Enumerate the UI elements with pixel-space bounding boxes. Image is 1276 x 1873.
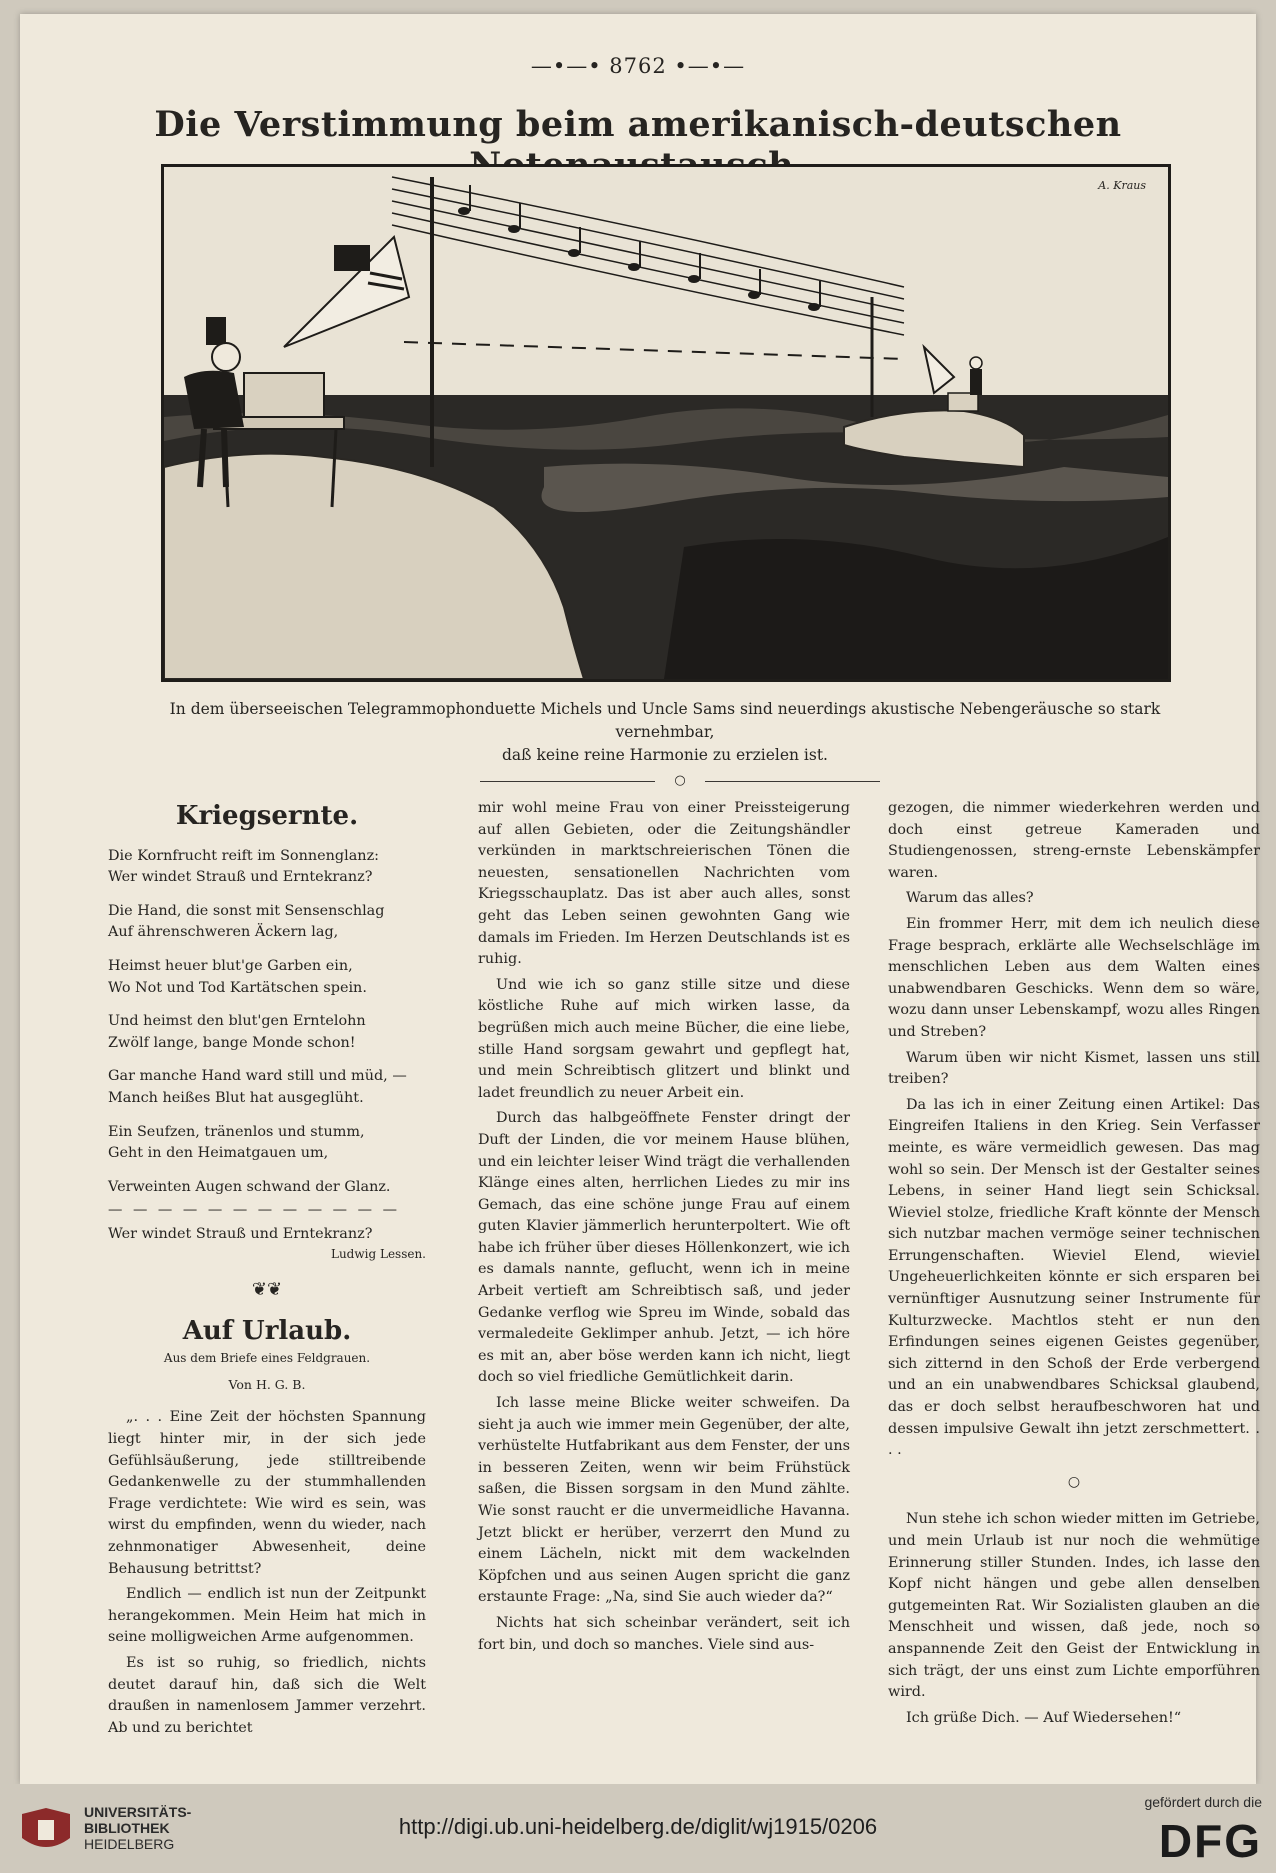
- cartoon-drawing: [164, 167, 1168, 679]
- article-paragraph: Ich grüße Dich. — Auf Wiedersehen!“: [906, 1709, 1182, 1726]
- article-paragraph: Ein frommer Herr, mit dem ich neulich diese Frage besprach, erklärte alle Wechselschläge im menschlichen Leben aus dem Walten eines unabwendbaren Geschicks. Wenn dem so wäre, wozu dann unser Lebenskampf, wozu alles Ringen und Streben?: [888, 915, 1260, 1040]
- article-paragraph: Ich lasse meine Blicke weiter schweifen. Da sieht ja auch wie immer mein Gegenüber, der alte, verhüstelte Hutfabrikant aus dem Fenster, der uns in besseren Zeiten, wenn wir beim Frühstück saßen, die Bissen sorgsam in den Mund zählte. Wie sonst raucht er die unvermeidliche Havanna. Jetzt blickt er herüber, verzerrt den Mund zu einem Lächeln, nickt mit dem wackelnden Köpfchen und aus seinen Augen spricht die ganz erstaunte Frage: „Na, sind Sie auch wieder da?“: [478, 1395, 850, 1606]
- article-byline: Von H. G. B.: [228, 1376, 306, 1392]
- poem-line: Ein Seufzen, tränenlos und stumm,: [108, 1123, 365, 1140]
- poem-stanza: [108, 1011, 426, 1054]
- poem-line: Auf ährenschweren Äckern lag,: [108, 924, 339, 941]
- caption-line-1: In dem überseeischen Telegrammophonduette Michels und Uncle Sams sind neuerdings akustische Nebengeräusche so stark vernehmbar,: [169, 700, 1161, 741]
- column-2: [478, 798, 850, 1660]
- poem-line: Die Hand, die sonst mit Sensenschlag: [108, 902, 385, 919]
- article-subtitle: Aus dem Briefe eines Feldgrauen.: [163, 1351, 371, 1366]
- article-paragraph: Und wie ich so ganz stille sitze und diese köstliche Ruhe auf mich wirken lasse, da begrüßen mich auch meine Bücher, die eine liebe, stille Hand sorgsam gewahrt und gepflegt hat, und mein Schreibtisch glitzert und blinkt und ladet freundlich zu neuer Arbeit ein.: [478, 976, 850, 1101]
- article-paragraph: Es ist so ruhig, so friedlich, nichts deutet darauf hin, daß sich die Welt draußen in namenlosem Jammer verzehrt. Ab und zu berichtet: [108, 1655, 426, 1736]
- cartoon-illustration: [161, 164, 1171, 682]
- article-paragraph: „. . . Eine Zeit der höchsten Spannung liegt hinter mir, in der sich jede Gefühlsäußerung, jede stilltreibende Gedankenwelle zu der stummhallenden Frage verdichtete: Wie wird es sein, was wirst du empfinden, wenn du wieder, nach zehnmonatiger Abwesenheit, deine Behausung betrittst?: [108, 1409, 426, 1577]
- poem-dashes: — — — — — — — — — — — —: [108, 1202, 401, 1219]
- article-paragraph: Da las ich in einer Zeitung einen Artikel: Das Eingreifen Italiens in den Krieg. Sein Verfasser meinte, es wäre vermeidlich gewesen. Das mag wohl so sein. Der Mensch ist der Gestalter seines Lebens, in seiner Hand liegt sein Schicksal. Wieviel stolze, friedliche Kraft könnte der Mensch sich nutzbar machen vermöge seiner technischen Errungenschaften. Wieviel Elend, wieviel Ungeheuerlichkeiten könnte er sich ersparen bei vernünftiger Ausnutzung seiner Instrumente für Kulturzwecke. Machtlos steht er nun den Erfindungen seines eigenen Geistes gegenüber, sich zitternd in den Schoß der Erde verbergend und an ein unabwendbares Schicksal glaubend, das er doch selbst heraufbeschworen hat und dessen impulsive Gewalt ihn jetzt zerschmettert. . . .: [888, 1096, 1260, 1459]
- article-title: Auf Urlaub.: [182, 1315, 352, 1346]
- article-paragraph: Durch das halbgeöffnete Fenster dringt der Duft der Linden, die vor meinem Hause blühen, und ein leichter leiser Wind trägt die verhallenden Klänge eines alten, herrlichen Liedes zu mir ins Gemach, das eine schöne junge Frau auf einem guten Klavier jämmerlich herunterpoltert. Wie oft habe ich früher über dieses Höllenkonzert, wie ich es damals nannte, geflucht, wenn ich in meine Arbeit vertieft am Schreibtisch saß, und jeder Gedanke verflog wie Spreu im Winde, sobald das vermaledeite Geklimper anhub. Jetzt, — ich höre es mit an, aber böse werden kann ich nicht, liegt doch so viel friedliche Gemütlichkeit darin.: [478, 1110, 850, 1386]
- poem-stanza: [108, 1177, 426, 1199]
- divider-mark: ○: [674, 773, 686, 788]
- caption-line-2: daß keine reine Harmonie zu erzielen ist.: [502, 746, 828, 764]
- newspaper-page: [20, 14, 1260, 1784]
- poem-line: Die Kornfrucht reift im Sonnenglanz:: [108, 847, 380, 864]
- ornament-icon: ❦❦: [251, 1279, 283, 1301]
- cartoon-signature: A. Kraus: [1098, 179, 1146, 192]
- article-paragraph: Endlich — endlich ist nun der Zeitpunkt herangekommen. Mein Heim hat mich in seine molligweichen Arme aufgenommen.: [108, 1586, 426, 1646]
- article-paragraph: mir wohl meine Frau von einer Preissteigerung auf allen Gebieten, oder die Zeitungshändler verkünden in marktschreierischen Tönen die neuesten, sensationellen Nachrichten vom Kriegsschauplatz. Das ist aber auch alles, sonst geht das Leben seinen gewohnten Gang wie damals im Frieden. Im Herzen Deutschlands ist es ruhig.: [478, 800, 850, 968]
- viewer-footer: [0, 1784, 1276, 1873]
- column-1: [108, 798, 426, 1743]
- funded-by-text: gefördert durch die: [1144, 1794, 1262, 1810]
- article-paragraph: Nun stehe ich schon wieder mitten im Getriebe, und mein Urlaub ist nur noch die wehmütige Erinnerung stiller Stunden. Indes, ich lasse den Kopf nicht hängen und gebe allen denselben gutgemeinten Rat. Wir Sozialisten glauben an die Menschheit und wissen, daß jede, noch so anspannende Zeit den Geist der Entwicklung in sich trägt, der uns einst zum Lichte emporführen wird.: [888, 1511, 1260, 1701]
- cartoon-caption: [150, 698, 1180, 767]
- poem-line: Geht in den Heimatgauen um,: [108, 1145, 329, 1162]
- poem-line: Zwölf lange, bange Monde schon!: [108, 1034, 356, 1051]
- poem-stanza: [108, 1066, 426, 1109]
- dfg-logo[interactable]: DFG: [1158, 1815, 1262, 1867]
- poem-line: Verweinten Augen schwand der Glanz.: [108, 1178, 391, 1195]
- poem-stanza: [108, 901, 426, 944]
- poem-stanza: [108, 956, 426, 999]
- poem-author: Ludwig Lessen.: [330, 1246, 426, 1261]
- poem-last-line: Wer windet Strauß und Erntekranz?: [108, 1225, 373, 1242]
- article-paragraph: gezogen, die nimmer wiederkehren werden und doch einst getreue Kameraden und Studiengenossen, streng-ernste Lebenskämpfer waren.: [888, 800, 1260, 881]
- headline: Die Verstimmung beim amerikanisch-deutschen: [154, 104, 1122, 145]
- poem-line: Wer windet Strauß und Erntekranz?: [108, 869, 373, 886]
- poem-stanza: [108, 846, 426, 889]
- poem-stanza: [108, 1122, 426, 1165]
- section-divider: [480, 774, 880, 788]
- column-3: [888, 798, 1260, 1733]
- poem-line: Wo Not und Tod Kartätschen spein.: [108, 979, 367, 996]
- poem-line: Heimst heuer blut'ge Garben ein,: [108, 957, 353, 974]
- library-name-line-2: BIBLIOTHEK: [84, 1820, 170, 1836]
- poem-line: Und heimst den blut'gen Erntelohn: [108, 1013, 366, 1030]
- poem-line: Manch heißes Blut hat ausgeglüht.: [108, 1089, 364, 1106]
- poem-title: Kriegsernte.: [175, 801, 359, 831]
- article-paragraph: Nichts hat sich scheinbar verändert, seit ich fort bin, und doch so manches. Viele sind aus-: [478, 1614, 850, 1653]
- page-number: [20, 54, 1256, 78]
- article-paragraph: Warum das alles?: [906, 890, 1034, 907]
- article-paragraph: Warum üben wir nicht Kismet, lassen uns still treiben?: [888, 1049, 1260, 1088]
- page-number-text: —•—• 8762 •—•—: [530, 54, 746, 78]
- library-name-line-3: HEIDELBERG: [84, 1836, 175, 1852]
- poem-line: Gar manche Hand ward still und müd, —: [108, 1068, 407, 1085]
- section-mark: ○: [1067, 1473, 1081, 1490]
- document-url-link[interactable]: http://digi.ub.uni-heidelberg.de/diglit/wj1915/0206: [398, 1814, 878, 1839]
- library-name-line-1: UNIVERSITÄTS-: [84, 1804, 192, 1820]
